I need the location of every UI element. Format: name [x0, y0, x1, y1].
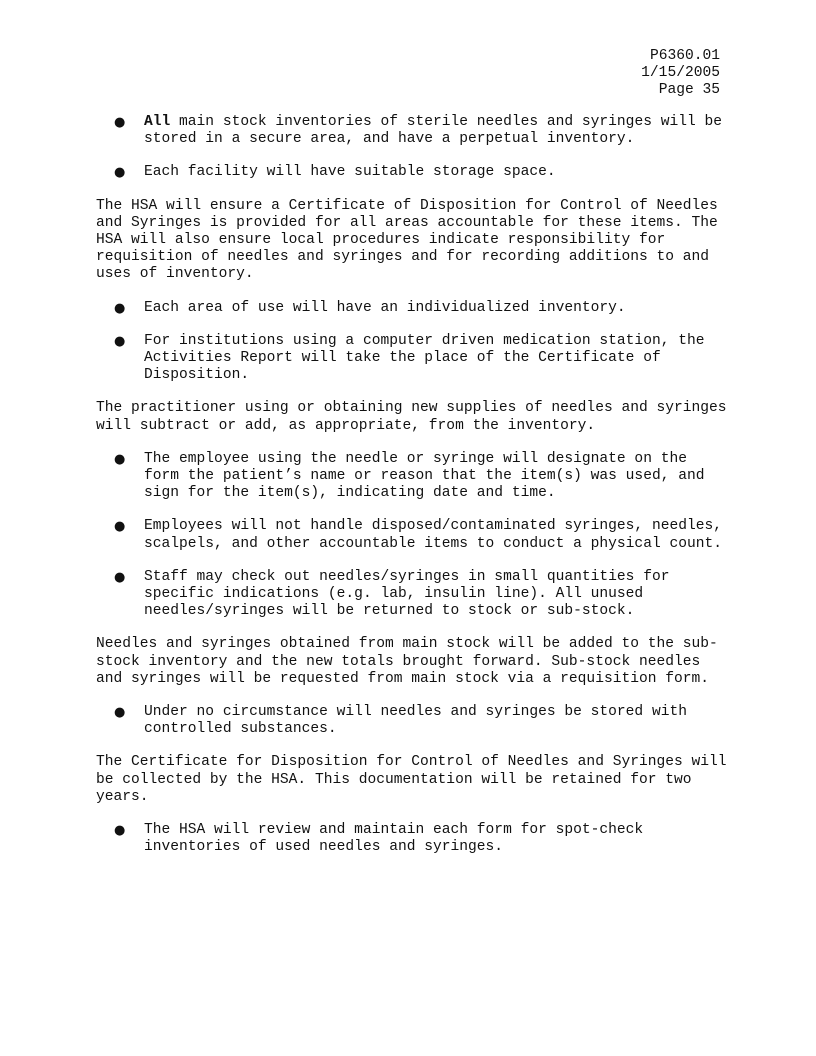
document-date: 1/15/2005: [641, 65, 720, 82]
bullet-text: The HSA will review and maintain each form for spot-check inventories of used needles and syringes.: [144, 822, 644, 856]
bullet-text: The employee using the needle or syringe will designate on the form the patient’s name or reason that the item(s) was used, and sign for the item(s), indicating date and time.: [144, 450, 705, 502]
bullet-text: Each area of use will have an individualized inventory.: [144, 299, 626, 316]
bullet-item: [96, 518, 728, 552]
paragraph: The practitioner using or obtaining new supplies of needles and syringes will subtract or add, as appropriate, from the inventory.: [96, 400, 727, 434]
bullet-dot-icon: ●: [114, 115, 126, 130]
bullet-emphasis: All: [144, 114, 171, 130]
page-number: Page 35: [658, 82, 720, 99]
bullet-text: For institutions using a computer driven medication station, the Activities Report will take the place of the Certificate of Disposition.: [144, 332, 705, 384]
bullet-item: [96, 451, 728, 503]
bullet-item: [96, 822, 728, 856]
bullet-dot-icon: ●: [114, 823, 126, 839]
bullet-item: [96, 114, 728, 148]
bullet-dot-icon: ●: [114, 705, 126, 721]
bullet-item: [96, 164, 728, 181]
bullet-text: Employees will not handle disposed/contaminated syringes, needles, scalpels, and other accountable items to conduct a physical count.: [144, 518, 723, 552]
paragraph: The HSA will ensure a Certificate of Disposition for Control of Needles and Syringes is provided for all areas accountable for these items. The HSA will also ensure local procedures indicate responsibility for requisition of needles and syringes and for recording additions to and uses of inventory.: [96, 197, 718, 283]
document-number: P6360.01: [649, 48, 720, 64]
bullet-dot-icon: ●: [114, 333, 126, 349]
page-header: [641, 48, 720, 100]
bullet-text: main stock inventories of sterile needles and syringes will be stored in a secure area, and have a perpetual inventory.: [144, 114, 723, 148]
bullet-dot-icon: ●: [114, 519, 126, 535]
bullet-item: [96, 569, 728, 621]
bullet-dot-icon: ●: [114, 569, 126, 585]
bullet-dot-icon: ●: [114, 165, 126, 181]
bullet-item: [96, 333, 728, 385]
bullet-item: [96, 704, 728, 738]
bullet-item: [96, 300, 728, 317]
paragraph: Needles and syringes obtained from main stock will be added to the sub-stock inventory and the new totals brought forward. Sub-stock needles and syringes will be requested from main stock via a requisition form.: [96, 636, 718, 687]
bullet-text: Under no circumstance will needles and syringes be stored with controlled substances.: [144, 704, 687, 738]
paragraph: The Certificate for Disposition for Control of Needles and Syringes will be collected by the HSA. This documentation will be retained for two years.: [96, 754, 727, 805]
bullet-dot-icon: ●: [114, 451, 126, 467]
bullet-dot-icon: ●: [114, 300, 126, 316]
document-body: [96, 114, 728, 873]
bullet-text: Staff may check out needles/syringes in small quantities for specific indications (e.g. lab, insulin line). All unused needles/syringes will be returned to stock or sub-stock.: [144, 568, 670, 620]
bullet-text: Each facility will have suitable storage space.: [144, 164, 556, 181]
